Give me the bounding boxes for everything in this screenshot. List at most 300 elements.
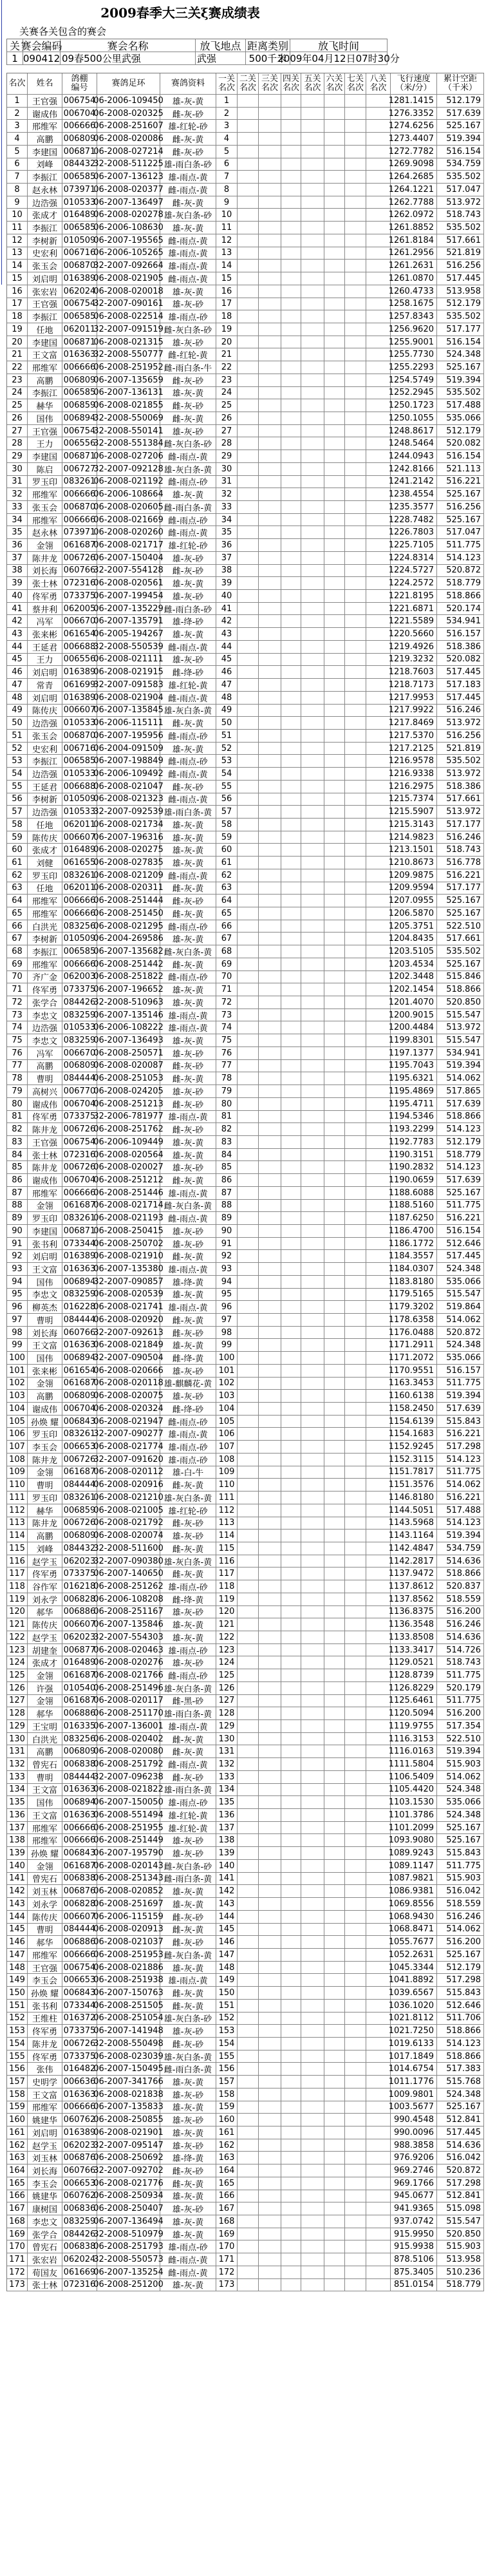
stage6-rank-cell (324, 1885, 345, 1897)
table-row (7, 945, 484, 958)
stage6-rank-cell (324, 1072, 345, 1084)
table-row (7, 2050, 484, 2063)
stage3-rank-cell (259, 2190, 281, 2202)
rank-cell: 23 (7, 374, 28, 386)
stage4-rank-cell (281, 1606, 301, 1618)
stage5-rank-cell (301, 1276, 324, 1288)
loft-id-cell: 010533 (62, 768, 97, 780)
name-cell: 常青 (28, 679, 62, 691)
table-row (7, 1492, 484, 1504)
pigeon-info-cell: 雄-灰-黄 (160, 1631, 216, 1643)
stage4-rank-cell (281, 1390, 301, 1402)
speed-cell: 1273.4407 (391, 133, 437, 145)
speed-cell: 915.9950 (391, 2228, 437, 2240)
stage4-rank-cell (281, 1492, 301, 1504)
stage2-rank-cell (238, 1504, 259, 1517)
stage7-rank-cell (345, 260, 366, 272)
stage6-rank-cell (324, 1466, 345, 1479)
ring-cell: 06-2006-108630 (93, 223, 164, 233)
pigeon-info-cell: 雄-雨点-黄 (160, 1021, 216, 1034)
header-rank: 名次 (7, 73, 28, 94)
speed-cell: 1224.8314 (391, 552, 437, 564)
stage3-rank-cell (259, 1327, 281, 1339)
ring-cell: 06-2008-020377 (93, 184, 164, 194)
rank-cell: 7 (7, 171, 28, 183)
stage6-rank-cell (324, 1403, 345, 1415)
pigeon-info-cell: 雌-雨点-黄 (160, 768, 216, 780)
distance-cell: 517.298 (437, 2177, 484, 2190)
distance-cell: 534.759 (437, 1542, 484, 1555)
loft-id-cell: 006828 (62, 1898, 97, 1910)
stage8-rank-cell (366, 387, 391, 399)
stage8-rank-cell (366, 1403, 391, 1415)
stage4-rank-cell (281, 2240, 301, 2253)
ring-cell: 06-2008-021323 (93, 794, 164, 804)
stage3-rank-cell (259, 717, 281, 729)
stage5-rank-cell (301, 1123, 324, 1135)
stage7-rank-cell (345, 1987, 366, 1999)
speed-cell: 1250.1055 (391, 412, 437, 424)
rank-cell: 98 (7, 1327, 28, 1339)
table-row (7, 272, 484, 285)
rank-cell: 6 (7, 158, 28, 171)
stage8-rank-cell (366, 1479, 391, 1491)
stage6-rank-cell (324, 2038, 345, 2050)
pigeon-info-cell: 雌-灰-砂 (160, 1060, 216, 1072)
stage5-rank-cell (301, 882, 324, 895)
stage5-rank-cell (301, 1441, 324, 1453)
distance-cell: 535.066 (437, 412, 484, 424)
stage7-rank-cell (345, 857, 366, 869)
stage2-rank-cell (238, 1149, 259, 1161)
pigeon-info-cell: 雌-灰-黄 (160, 1733, 216, 1745)
distance-cell: 511.775 (437, 539, 484, 551)
rank-cell: 147 (7, 1949, 28, 1961)
stage2-rank-cell (238, 1834, 259, 1846)
name-cell: 李玉会 (28, 2177, 62, 2190)
name-cell: 罗玉印 (28, 1492, 62, 1504)
ring-cell: 06-2008-251607 (93, 121, 164, 131)
stage3-rank-cell (259, 882, 281, 895)
name-cell: 罗玉印 (28, 1212, 62, 1224)
stage5-rank-cell (301, 831, 324, 844)
name-cell: 李树新 (28, 234, 62, 247)
ring-cell: 32-2007-091620 (93, 1454, 164, 1464)
loft-id-cell: 073375 (62, 1111, 97, 1123)
speed-cell: 1215.7374 (391, 793, 437, 806)
stage2-rank-cell (238, 234, 259, 247)
speed-cell: 1160.6138 (391, 1390, 437, 1402)
stage4-rank-cell (281, 717, 301, 729)
stage8-rank-cell (366, 437, 391, 450)
stage8-rank-cell (366, 348, 391, 361)
stage1-rank-cell: 51 (216, 730, 238, 742)
pigeon-info-cell: 雌-灰白条-砂 (160, 437, 216, 450)
speed-cell: 1190.2832 (391, 1161, 437, 1173)
stage6-rank-cell (324, 272, 345, 285)
table-row (7, 514, 484, 527)
stage6-rank-cell (324, 1567, 345, 1580)
stage6-rank-cell (324, 1822, 345, 1834)
stage6-rank-cell (324, 1161, 345, 1173)
pigeon-info-cell: 雌-黑-砂 (160, 1695, 216, 1707)
ring-cell: 06-2007-150404 (93, 553, 164, 563)
name-cell: 张书利 (28, 2000, 62, 2012)
name-cell: 李忠文 (28, 1034, 62, 1046)
speed-cell: 1261.2631 (391, 260, 437, 272)
name-cell: 李建国 (28, 146, 62, 158)
pigeon-info-cell: 雄-灰-黄 (160, 577, 216, 589)
loft-id-cell: 006666 (62, 361, 97, 374)
stage2-rank-cell (238, 2266, 259, 2278)
table-row (7, 882, 484, 895)
stage5-rank-cell (301, 857, 324, 869)
table-row (7, 1771, 484, 1784)
stage7-rank-cell (345, 1860, 366, 1872)
stage2-rank-cell (238, 285, 259, 298)
stage3-rank-cell (259, 958, 281, 971)
loft-id-cell: 006809 (62, 1530, 97, 1542)
ring-cell: 06-2008-020605 (93, 502, 164, 512)
stage1-rank-cell: 115 (216, 1542, 238, 1555)
name-cell: 王文富 (28, 1809, 62, 1821)
rank-cell: 92 (7, 1250, 28, 1262)
stage7-rank-cell (345, 1339, 366, 1351)
stage8-rank-cell (366, 1834, 391, 1846)
stage5-rank-cell (301, 1365, 324, 1377)
loft-id-cell: 006886 (62, 1936, 97, 1948)
pigeon-info-cell: 雄-灰-黄 (160, 1618, 216, 1631)
name-cell: 张书利 (28, 1238, 62, 1250)
loft-id-cell: 062011 (62, 882, 97, 895)
stage4-rank-cell (281, 1758, 301, 1770)
stage6-rank-cell (324, 247, 345, 260)
table-row (7, 831, 484, 844)
stage6-rank-cell (324, 1428, 345, 1440)
ring-cell: 06-2007-135254 (93, 2267, 164, 2277)
stage5-rank-cell (301, 1796, 324, 1808)
stage1-rank-cell: 45 (216, 654, 238, 666)
name-cell: 邢维军 (28, 1822, 62, 1834)
distance-cell: 535.502 (437, 945, 484, 958)
loft-id-cell: 061687 (62, 1200, 97, 1212)
stage7-rank-cell (345, 95, 366, 107)
stage1-rank-cell: 138 (216, 1834, 238, 1846)
stage8-rank-cell (366, 2139, 391, 2152)
pigeon-info-cell: 雄-灰-黄 (160, 488, 216, 500)
loft-id-cell: 006585 (62, 387, 97, 399)
stage3-rank-cell (259, 1492, 281, 1504)
stage2-rank-cell (238, 2114, 259, 2126)
ring-cell: 06-2008-020278 (93, 210, 164, 220)
stage8-rank-cell (366, 310, 391, 323)
speed-cell: 1021.7250 (391, 2025, 437, 2037)
distance-cell: 516.042 (437, 1885, 484, 1897)
rank-cell: 25 (7, 399, 28, 412)
stage1-rank-cell: 136 (216, 1809, 238, 1821)
stage5-rank-cell (301, 1784, 324, 1796)
speed-cell: 937.0742 (391, 2215, 437, 2228)
rank-cell: 59 (7, 831, 28, 844)
pigeon-info-cell: 雄-雨点-砂 (160, 1796, 216, 1808)
rank-cell: 149 (7, 1974, 28, 1986)
stage6-rank-cell (324, 1123, 345, 1135)
table-row (7, 526, 484, 539)
distance-cell: 517.445 (437, 2126, 484, 2139)
ring-cell: 06-2006-105265 (93, 248, 164, 258)
stage3-rank-cell (259, 323, 281, 336)
rank-cell: 154 (7, 2038, 28, 2050)
stage8-rank-cell (366, 577, 391, 589)
name-cell: 张来彬 (28, 628, 62, 640)
stage5-rank-cell (301, 247, 324, 260)
loft-id-cell: 006876 (62, 1885, 97, 1897)
stage3-rank-cell (259, 1352, 281, 1364)
speed-cell: 1103.1530 (391, 1796, 437, 1808)
stage4-rank-cell (281, 1974, 301, 1986)
stage1-rank-cell: 161 (216, 2126, 238, 2139)
stage3-rank-cell (259, 907, 281, 920)
stage5-rank-cell (301, 2266, 324, 2278)
stage7-rank-cell (345, 1796, 366, 1808)
name-cell: 金翎 (28, 1466, 62, 1479)
stage5-rank-cell (301, 641, 324, 653)
distance-cell: 517.177 (437, 819, 484, 831)
stage3-rank-cell (259, 463, 281, 475)
stage8-rank-cell (366, 514, 391, 526)
stage7-rank-cell (345, 1682, 366, 1694)
stage2-rank-cell (238, 2240, 259, 2253)
stage1-rank-cell: 139 (216, 1847, 238, 1859)
stage6-rank-cell (324, 869, 345, 882)
speed-cell: 1250.1723 (391, 399, 437, 412)
stage7-rank-cell (345, 1962, 366, 1974)
stage3-rank-cell (259, 806, 281, 818)
speed-cell: 1281.1415 (391, 95, 437, 107)
name-cell: 刘启明 (28, 692, 62, 704)
rank-cell: 122 (7, 1631, 28, 1643)
name-cell: 刘长海 (28, 565, 62, 577)
speed-cell: 1137.8562 (391, 1593, 437, 1605)
ring-cell: 06-2008-020324 (93, 1403, 164, 1414)
stage2-rank-cell (238, 146, 259, 158)
stage7-rank-cell (345, 1758, 366, 1770)
name-cell: 高鹏 (28, 1745, 62, 1757)
distance-cell: 514.636 (437, 1631, 484, 1643)
name-cell: 陈启 (28, 463, 62, 475)
stage6-rank-cell (324, 1314, 345, 1326)
rank-cell: 153 (7, 2025, 28, 2037)
stage2-rank-cell (238, 1784, 259, 1796)
stage5-rank-cell (301, 1021, 324, 1034)
stage6-rank-cell (324, 2228, 345, 2240)
pigeon-info-cell: 雌-灰-砂 (160, 565, 216, 577)
loft-id-cell: 060766 (62, 2164, 97, 2177)
stage3-rank-cell (259, 272, 281, 285)
distance-cell: 516.246 (437, 831, 484, 844)
speed-cell: 1126.8229 (391, 1682, 437, 1694)
stage1-rank-cell: 137 (216, 1822, 238, 1834)
speed-cell: 1194.5346 (391, 1111, 437, 1123)
rank-cell: 169 (7, 2228, 28, 2240)
stage1-rank-cell: 114 (216, 1530, 238, 1542)
stage1-rank-cell: 150 (216, 1987, 238, 1999)
speed-cell: 1219.3232 (391, 654, 437, 666)
table-row (7, 1618, 484, 1631)
name-cell: 郝华 (28, 1606, 62, 1618)
stage2-rank-cell (238, 1885, 259, 1897)
table-row (7, 1555, 484, 1568)
speed-cell: 1120.5094 (391, 1707, 437, 1719)
stage1-rank-cell: 142 (216, 1885, 238, 1897)
header-stage: 关 (7, 39, 23, 52)
stage1-rank-cell: 21 (216, 348, 238, 361)
stage5-rank-cell (301, 1809, 324, 1821)
pigeon-info-cell: 雌-雨点-黄 (160, 2266, 216, 2278)
ring-cell: 32-2007-092613 (93, 1327, 164, 1338)
loft-id-cell: 006636 (62, 2076, 97, 2088)
table-row (7, 323, 484, 336)
pigeon-info-cell: 雌-灰-砂 (160, 2038, 216, 2050)
stage2-rank-cell (238, 374, 259, 386)
stage-cell: 1 (7, 52, 23, 64)
stage3-rank-cell (259, 361, 281, 374)
table-row (7, 1530, 484, 1542)
pigeon-info-cell: 雌-灰-黄 (160, 2177, 216, 2190)
stage8-rank-cell (366, 666, 391, 678)
loft-id-cell: 006754 (62, 95, 97, 107)
stage2-rank-cell (238, 1847, 259, 1859)
stage7-rank-cell (345, 819, 366, 831)
name-cell: 刘启明 (28, 2126, 62, 2139)
pigeon-info-cell: 雌-灰-砂 (160, 146, 216, 158)
stage6-rank-cell (324, 1898, 345, 1910)
speed-cell: 1255.2293 (391, 361, 437, 374)
stage6-rank-cell (324, 1378, 345, 1390)
stage8-rank-cell (366, 768, 391, 780)
stage1-rank-cell: 165 (216, 2177, 238, 2190)
stage7-rank-cell (345, 2025, 366, 2037)
loft-id-cell: 062005 (62, 603, 97, 615)
stage6-rank-cell (324, 1924, 345, 1936)
stage7-rank-cell (345, 1834, 366, 1846)
ring-cell: 06-2008-021910 (93, 1251, 164, 1262)
stage1-rank-cell: 122 (216, 1631, 238, 1643)
stage5-rank-cell (301, 1466, 324, 1479)
stage8-rank-cell (366, 1974, 391, 1986)
stage6-rank-cell (324, 234, 345, 247)
stage1-rank-cell: 155 (216, 2050, 238, 2063)
ring-cell: 06-2008-251953 (93, 1949, 164, 1960)
stage1-rank-cell: 158 (216, 2088, 238, 2101)
distance-cell: 516.157 (437, 628, 484, 640)
stage5-rank-cell (301, 1174, 324, 1186)
stage5-rank-cell (301, 399, 324, 412)
stage8-rank-cell (366, 1885, 391, 1897)
rank-cell: 119 (7, 1593, 28, 1605)
table-row (7, 996, 484, 1009)
stage2-rank-cell (238, 1492, 259, 1504)
ring-cell: 06-2007-150495 (93, 2064, 164, 2074)
speed-cell: 945.0677 (391, 2190, 437, 2202)
stage1-rank-cell: 61 (216, 857, 238, 869)
stage6-rank-cell (324, 1618, 345, 1631)
pigeon-info-cell: 雄-灰-砂 (160, 2088, 216, 2101)
loft-id-cell: 006666 (62, 895, 97, 907)
ring-cell: 06-2008-021822 (93, 1785, 164, 1795)
stage8-rank-cell (366, 1656, 391, 1669)
distance-cell: 520.872 (437, 2164, 484, 2177)
loft-id-cell: 006727 (62, 463, 97, 475)
stage2-rank-cell (238, 1530, 259, 1542)
name-cell: 刘启明 (28, 272, 62, 285)
distance-cell: 520.174 (437, 603, 484, 615)
ring-cell: 06-2008-021717 (93, 540, 164, 551)
stage5-rank-cell (301, 1161, 324, 1173)
stage4-rank-cell (281, 2114, 301, 2126)
rank-cell: 70 (7, 971, 28, 983)
stage7-rank-cell (345, 1085, 366, 1097)
stage6-rank-cell (324, 158, 345, 171)
speed-cell: 1244.0943 (391, 450, 437, 462)
stage1-rank-cell: 106 (216, 1428, 238, 1440)
stage6-rank-cell (324, 552, 345, 564)
rank-cell: 71 (7, 983, 28, 996)
stage2-rank-cell (238, 1060, 259, 1072)
table-row (7, 450, 484, 463)
distance-cell: 517.661 (437, 234, 484, 247)
stage8-rank-cell (366, 819, 391, 831)
distance-cell: 517.661 (437, 793, 484, 806)
stage3-rank-cell (259, 730, 281, 742)
stage7-rank-cell (345, 196, 366, 209)
ring-cell: 06-2008-021766 (93, 1670, 164, 1680)
speed-cell: 1052.2631 (391, 1949, 437, 1961)
stage5-rank-cell (301, 692, 324, 704)
table-row (7, 1021, 484, 1034)
stage8-rank-cell (366, 1276, 391, 1288)
speed-cell: 1235.3577 (391, 501, 437, 513)
header-release-site: 放飞地点 (196, 39, 246, 52)
stage3-rank-cell (259, 628, 281, 640)
stage7-rank-cell (345, 996, 366, 1009)
loft-id-cell: 083259 (62, 2215, 97, 2228)
table-row (7, 2063, 484, 2076)
stage5-rank-cell (301, 2202, 324, 2215)
stage5-rank-cell (301, 1060, 324, 1072)
name-cell: 陈传庆 (28, 705, 62, 717)
rank-cell: 146 (7, 1936, 28, 1948)
ring-cell: 06-2007-135791 (93, 616, 164, 627)
table-row (7, 1072, 484, 1085)
stage1-rank-cell: 40 (216, 590, 238, 602)
stage2-rank-cell (238, 844, 259, 856)
stage1-rank-cell: 12 (216, 234, 238, 247)
name-cell: 邢维军 (28, 514, 62, 526)
stage1-rank-cell: 135 (216, 1796, 238, 1808)
stage5-rank-cell (301, 1822, 324, 1834)
stage1-rank-cell: 19 (216, 323, 238, 336)
rank-cell: 161 (7, 2126, 28, 2139)
table-row (7, 971, 484, 984)
stage3-rank-cell (259, 692, 281, 704)
loft-id-cell: 006809 (62, 374, 97, 386)
stage3-rank-cell (259, 1631, 281, 1643)
rank-cell: 172 (7, 2266, 28, 2278)
loft-id-cell: 006859 (62, 399, 97, 412)
loft-id-cell: 006653 (62, 1974, 97, 1986)
stage6-rank-cell (324, 108, 345, 120)
